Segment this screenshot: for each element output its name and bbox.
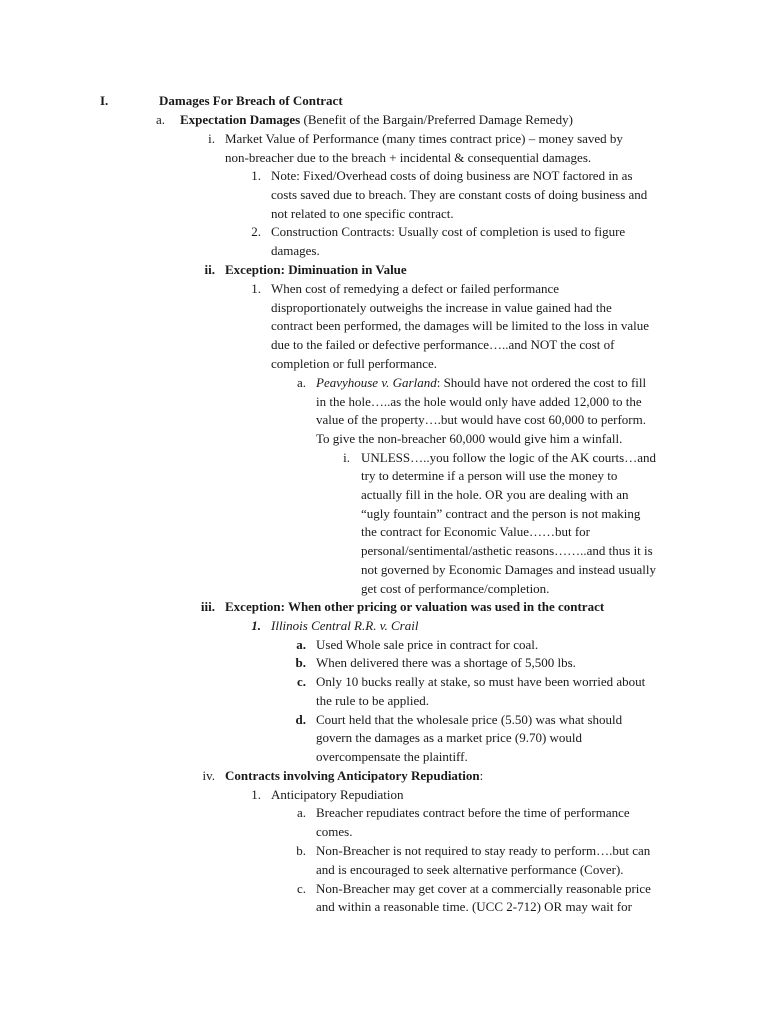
subsection-title: Expectation Damages [180, 112, 301, 127]
item-text-line: Non-Breacher may get cover at a commercially reasonable price [316, 881, 651, 896]
item-marker: iii. [200, 599, 215, 614]
item-marker: a. [296, 375, 306, 390]
item-marker: a. [296, 805, 306, 820]
item-text-line: not governed by Economic Damages and instead usually [361, 562, 656, 577]
item-marker: ii. [204, 262, 215, 277]
item-text-line: the contract for Economic Value……but for [361, 524, 590, 539]
item-text-line: Note: Fixed/Overhead costs of doing business are NOT factored in as [271, 168, 633, 183]
item-text-line: Only 10 bucks really at stake, so must have been worried about [316, 674, 646, 689]
item-marker: d. [295, 712, 306, 727]
case-text: : Should have not ordered the cost to fill [436, 375, 647, 390]
item-text-line: and within a reasonable time. (UCC 2-712) OR may wait for [316, 899, 632, 914]
item-text-line: actually fill in the hole. OR you are dealing with an [361, 487, 629, 502]
item-marker: c. [296, 674, 306, 689]
item-marker: 1. [251, 281, 261, 296]
item-heading: Exception: When other pricing or valuation was used in the contract [225, 599, 605, 614]
item-marker: 2. [251, 224, 261, 239]
heading-colon: : [479, 768, 484, 783]
item-text-line: not related to one specific contract. [271, 206, 454, 221]
item-heading: Exception: Diminuation in Value [225, 262, 407, 277]
item-text-line [316, 374, 646, 393]
item-text-line: Court held that the wholesale price (5.50) was what should [316, 712, 623, 727]
item-text-line: When cost of remedying a defect or failed performance [271, 281, 560, 296]
subsection-subtitle: (Benefit of the Bargain/Preferred Damage Remedy) [300, 112, 573, 127]
item-text-line: damages. [271, 243, 320, 258]
item-marker: 1. [251, 618, 261, 633]
section-marker: I. [100, 93, 109, 108]
item-heading-text: Contracts involving Anticipatory Repudiation [225, 768, 480, 783]
item-text-line: UNLESS…..you follow the logic of the AK courts…and [361, 450, 656, 465]
item-text-line: and is encouraged to seek alternative performance (Cover). [316, 862, 624, 877]
item-marker: b. [296, 843, 306, 858]
case-name: Peavyhouse v. Garland [316, 375, 437, 390]
item-text-line: value of the property….but would have cost 60,000 to perform. [316, 412, 646, 427]
item-text-line: Non-Breacher is not required to stay ready to perform….but can [316, 843, 651, 858]
item-text-line: Anticipatory Repudiation [271, 787, 404, 802]
item-marker: i. [343, 450, 350, 465]
subsection-marker: a. [155, 112, 165, 127]
item-marker: 1. [251, 787, 261, 802]
item-text-line: govern the damages as a market price (9.70) would [316, 730, 583, 745]
item-text-line: personal/sentimental/asthetic reasons……..and thus it is [361, 543, 653, 558]
item-heading [225, 767, 483, 786]
item-marker: iv. [202, 768, 215, 783]
item-text-line: the rule to be applied. [316, 693, 429, 708]
item-text-line: Market Value of Performance (many times contract price) – money saved by [225, 131, 623, 146]
item-text-line: due to the failed or defective performance…..and NOT the cost of [271, 337, 615, 352]
item-marker: 1. [251, 168, 261, 183]
item-text-line: completion or full performance. [271, 356, 438, 371]
item-text-line: try to determine if a person will use the money to [361, 468, 618, 483]
item-text-line: Breacher repudiates contract before the time of performance [316, 805, 630, 820]
item-text-line: To give the non-breacher 60,000 would give him a winfall. [316, 431, 623, 446]
item-marker: b. [295, 655, 306, 670]
item-text-line: Construction Contracts: Usually cost of completion is used to figure [271, 224, 626, 239]
item-text-line: Used Whole sale price in contract for coal. [316, 637, 539, 652]
item-marker: c. [296, 881, 306, 896]
item-text-line: in the hole…..as the hole would only have added 12,000 to the [316, 394, 642, 409]
item-text-line: get cost of performance/completion. [361, 581, 550, 596]
section-heading: Damages For Breach of Contract [159, 93, 343, 108]
item-text-line: non-breacher due to the breach + incidental & consequential damages. [225, 150, 592, 165]
item-text-line: overcompensate the plaintiff. [316, 749, 468, 764]
item-marker: a. [296, 637, 306, 652]
case-name: Illinois Central R.R. v. Crail [271, 618, 419, 633]
subsection-heading [180, 111, 573, 130]
item-marker: i. [208, 131, 215, 146]
item-text-line: contract been performed, the damages will be limited to the loss in value [271, 318, 649, 333]
item-text-line: disproportionately outweighs the increase in value gained had the [271, 300, 612, 315]
item-text-line: comes. [316, 824, 353, 839]
item-text-line: costs saved due to breach. They are constant costs of doing business and [271, 187, 648, 202]
item-text-line: When delivered there was a shortage of 5,500 lbs. [316, 655, 576, 670]
item-text-line: “ugly fountain” contract and the person is not making [361, 506, 641, 521]
